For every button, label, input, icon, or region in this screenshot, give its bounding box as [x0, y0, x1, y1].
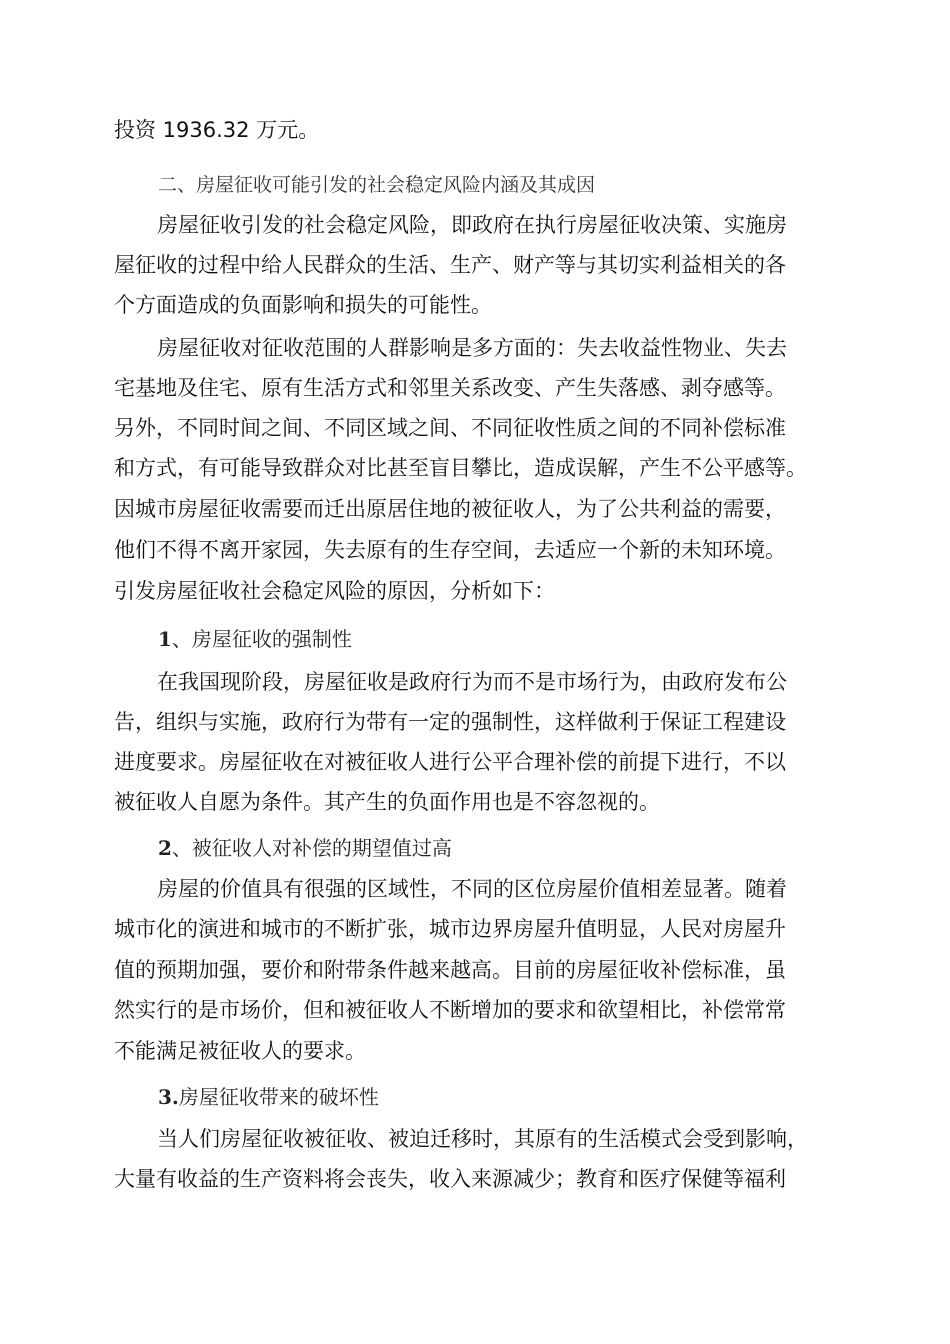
- paragraph-line: 告，组织与实施，政府行为带有一定的强制性，这样做利于保证工程建设: [114, 710, 786, 734]
- paragraph-line: 屋征收的过程中给人民群众的生活、生产、财产等与其切实利益相关的各: [114, 253, 786, 277]
- paragraph-line: 房屋的价值具有很强的区域性，不同的区位房屋价值相差显著。随着: [157, 877, 787, 901]
- paragraph-line: 然实行的是市场价，但和被征收人不断增加的要求和欲望相比，补偿常常: [114, 998, 786, 1022]
- paragraph-line: 大量有收益的生产资料将会丧失，收入来源减少；教育和医疗保健等福利: [114, 1167, 786, 1191]
- paragraph-line: 宅基地及住宅、原有生活方式和邻里关系改变、产生失落感、剥夺感等。: [114, 376, 786, 400]
- paragraph-line: 房屋征收引发的社会稳定风险，即政府在执行房屋征收决策、实施房: [157, 213, 787, 237]
- section-heading: 二、房屋征收可能引发的社会稳定风险内涵及其成因: [158, 174, 596, 196]
- paragraph-line: 他们不得不离开家园，失去原有的生存空间，去适应一个新的未知环境。: [114, 538, 786, 562]
- subheading-text: 、房屋征收的强制性: [171, 627, 352, 651]
- paragraph-line: 房屋征收对征收范围的人群影响是多方面的：失去收益性物业、失去: [157, 336, 787, 360]
- paragraph-line: 在我国现阶段，房屋征收是政府行为而不是市场行为，由政府发布公: [157, 670, 787, 694]
- paragraph-line: 城市化的演进和城市的不断扩张，城市边界房屋升值明显，人民对房屋升: [114, 917, 786, 941]
- paragraph-line: 因城市房屋征收需要而迁出原居住地的被征收人，为了公共利益的需要，: [114, 497, 786, 521]
- subheading-number: 3.: [158, 1085, 179, 1109]
- subheading-1: [158, 624, 352, 654]
- paragraph-line: 当人们房屋征收被征收、被迫迁移时，其原有的生活模式会受到影响，: [157, 1127, 808, 1151]
- paragraph-line: 引发房屋征收社会稳定风险的原因，分析如下：: [114, 579, 555, 603]
- subheading-text: 房屋征收带来的破坏性: [178, 1085, 379, 1109]
- paragraph-line: 投资 1936.32 万元。: [114, 118, 320, 142]
- paragraph-line: 值的预期加强，要价和附带条件越来越高。目前的房屋征收补偿标准，虽: [114, 958, 786, 982]
- subheading-number: 2: [158, 836, 172, 860]
- paragraph-line: 另外，不同时间之间、不同区域之间、不同征收性质之间的不同补偿标准: [114, 416, 786, 440]
- paragraph-line: 进度要求。房屋征收在对被征收人进行公平合理补偿的前提下进行，不以: [114, 750, 786, 774]
- paragraph-line: 和方式，有可能导致群众对比甚至盲目攀比，造成误解，产生不公平感等。: [114, 456, 807, 480]
- paragraph-line: 个方面造成的负面影响和损失的可能性。: [114, 293, 492, 317]
- subheading-number: 1: [158, 627, 172, 651]
- subheading-2: [158, 833, 452, 863]
- paragraph-line: 不能满足被征收人的要求。: [114, 1039, 366, 1063]
- paragraph-line: 被征收人自愿为条件。其产生的负面作用也是不容忽视的。: [114, 790, 660, 814]
- subheading-text: 、被征收人对补偿的期望值过高: [171, 836, 452, 860]
- subheading-3: [158, 1082, 379, 1112]
